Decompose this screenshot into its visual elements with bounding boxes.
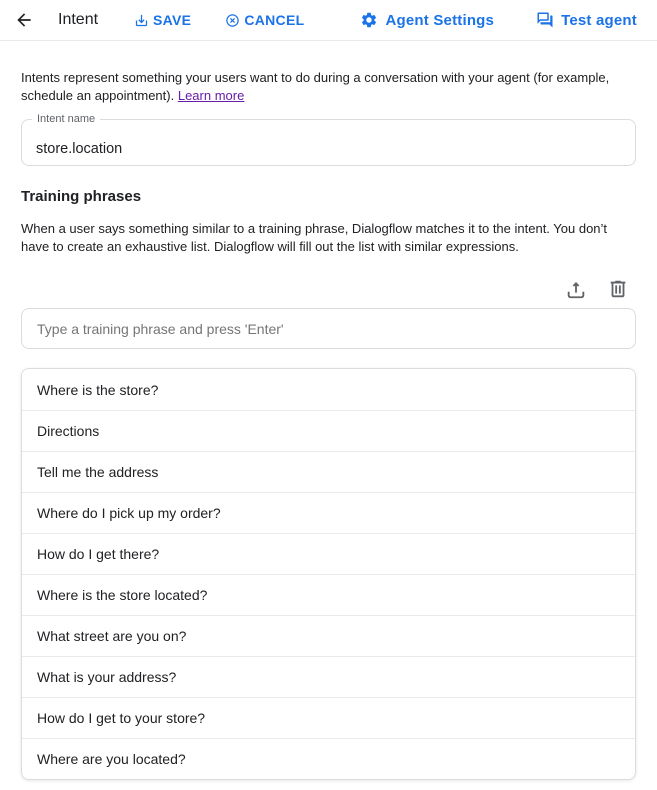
training-phrase-row[interactable] — [22, 697, 635, 738]
agent-settings-label: Agent Settings — [385, 11, 495, 29]
training-phrase-row[interactable] — [22, 451, 635, 492]
arrow-back-icon — [14, 10, 34, 30]
training-phrase-row[interactable] — [22, 369, 635, 410]
training-phrase-row[interactable] — [22, 615, 635, 656]
save-icon — [134, 13, 149, 28]
back-button[interactable] — [14, 10, 34, 30]
training-phrase-row[interactable] — [22, 492, 635, 533]
training-phrase-text: What street are you on? — [37, 628, 187, 644]
intent-name-input[interactable] — [22, 120, 635, 165]
save-button-label: SAVE — [153, 12, 192, 28]
cancel-button-label: CANCEL — [244, 12, 305, 28]
gear-icon — [360, 11, 378, 29]
training-phrase-text: How do I get there? — [37, 546, 160, 562]
upload-phrases-button[interactable] — [565, 278, 587, 300]
training-phrases-heading: Training phrases — [21, 188, 142, 205]
training-phrase-input[interactable] — [21, 308, 636, 349]
training-phrase-text: How do I get to your store? — [37, 710, 206, 726]
intent-name-field — [21, 113, 636, 166]
chat-forum-icon — [536, 11, 554, 29]
training-phrases-list — [21, 368, 636, 780]
header-toolbar — [0, 0, 657, 41]
agent-settings-button[interactable] — [360, 11, 494, 29]
intent-description-text: Intents represent something your users want to do during a conversation with your agent (for example, schedule an appointment). — [21, 70, 610, 103]
training-phrase-text: Where is the store? — [37, 381, 159, 398]
upload-icon — [565, 278, 587, 300]
cancel-button[interactable] — [225, 12, 304, 28]
training-phrase-text: What is your address? — [37, 669, 177, 685]
page-title: Intent — [58, 11, 99, 28]
intent-name-label: Intent name — [32, 113, 100, 126]
test-agent-button[interactable] — [536, 11, 637, 29]
intent-editor — [0, 69, 657, 780]
training-phrase-text: Where do I pick up my order? — [37, 505, 221, 521]
delete-phrases-button[interactable] — [607, 278, 629, 300]
training-phrase-row[interactable] — [22, 533, 635, 574]
training-phrase-row[interactable] — [22, 574, 635, 615]
training-phrase-row[interactable] — [22, 656, 635, 697]
training-phrase-text: Directions — [37, 423, 100, 439]
training-phrase-text: Where are you located? — [37, 751, 186, 767]
save-button[interactable] — [134, 12, 191, 28]
training-phrase-text: Where is the store located? — [37, 587, 208, 603]
training-phrase-row[interactable] — [22, 738, 635, 779]
intent-description — [21, 69, 636, 105]
learn-more-link[interactable]: Learn more — [177, 88, 245, 103]
training-phrases-toolbar — [21, 277, 636, 301]
training-phrase-row[interactable] — [22, 410, 635, 451]
training-phrase-text: Tell me the address — [37, 464, 159, 480]
test-agent-label: Test agent — [561, 11, 637, 29]
trash-icon — [607, 278, 629, 300]
training-phrases-description: When a user says something similar to a training phrase, Dialogflow matches it to the intent. You don’t have to create an exhaustive list. Dialogflow will fill out the list with similar expressions. — [21, 221, 608, 254]
cancel-circle-icon — [225, 13, 240, 28]
